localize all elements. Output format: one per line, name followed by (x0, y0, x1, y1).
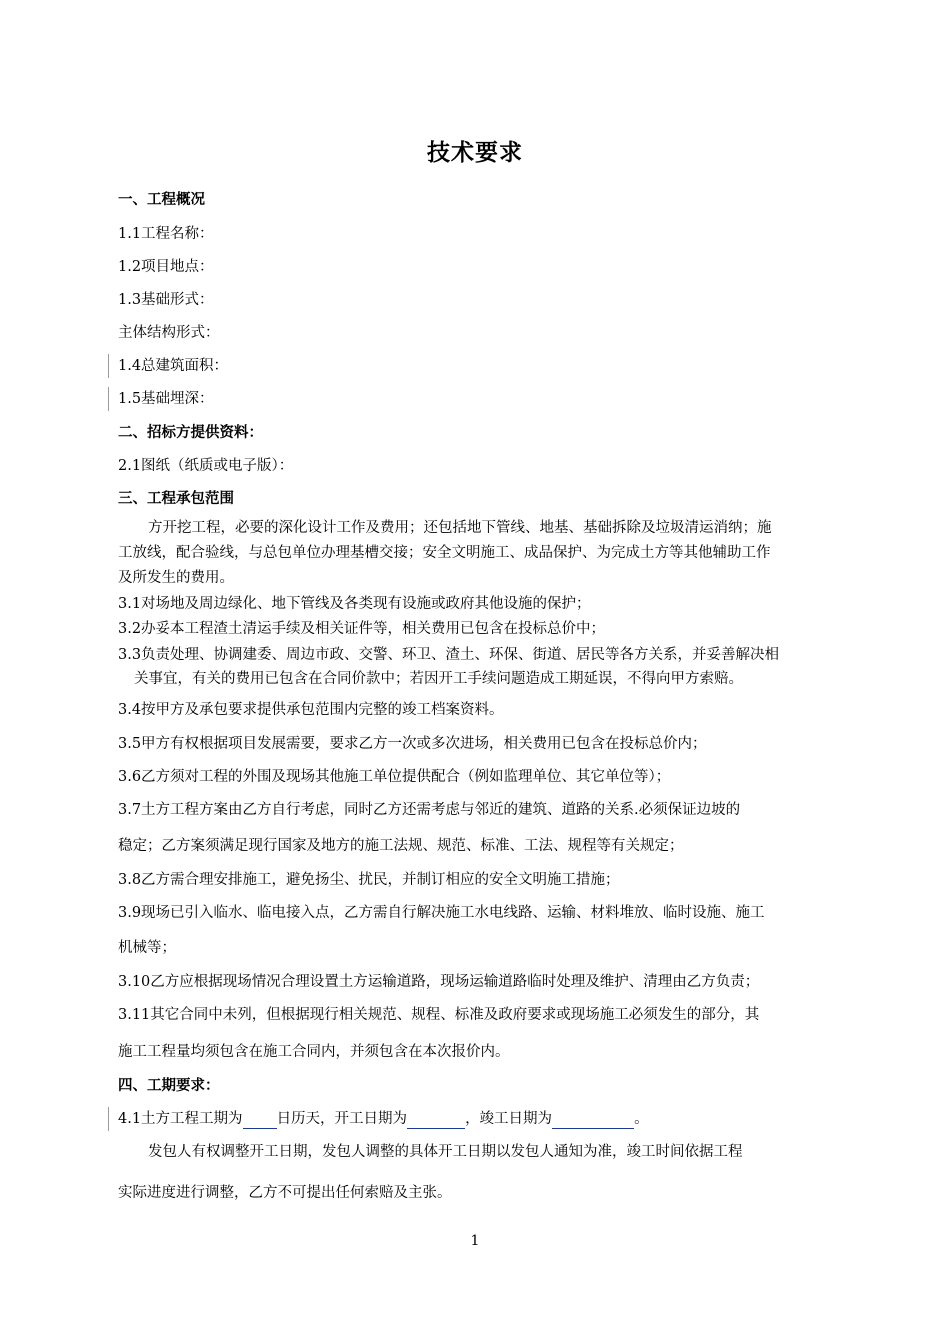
drawings-line: 2.1图纸（纸质或电子版）： (118, 458, 294, 474)
scope-item-3-9-cont: 机械等； (118, 940, 176, 956)
scope-item-3-11: 3.11其它合同中未列，但根据现行相关规范、规程、标准及政府要求或现场施工必须发生的部分，其 (118, 1007, 760, 1023)
scope-item-3-10: 3.10乙方应根据现场情况合理设置土方运输道路，现场运输道路临时处理及维护、清理由乙方负责； (118, 974, 760, 990)
scope-item-3-7-cont: 稳定；乙方案须满足现行国家及地方的施工法规、规范、标准、工法、规程等有关规定； (118, 838, 684, 854)
section-heading-scope: 三、工程承包范围 (118, 491, 234, 507)
scope-item-3-1: 3.1对场地及周边绿化、地下管线及各类现有设施或政府其他设施的保护； (118, 596, 591, 612)
scope-item-3-6: 3.6乙方须对工程的外围及现场其他施工单位提供配合（例如监理单位、其它单位等）； (118, 769, 671, 785)
page-number: 1 (470, 1233, 480, 1249)
total-area-line: 1.4总建筑面积： (118, 358, 229, 374)
section-heading-schedule: 四、工期要求： (118, 1078, 220, 1094)
section-heading-overview: 一、工程概况 (118, 192, 205, 208)
scope-paragraph-line: 方开挖工程，必要的深化设计工作及费用；还包括地下管线、地基、基础拆除及垃圾清运消纳；施 (148, 520, 772, 536)
scope-paragraph-line: 工放线，配合验线，与总包单位办理基槽交接；安全文明施工、成品保护、为完成土方等其他辅助工作 (118, 545, 771, 561)
page-title: 技术要求 (427, 140, 523, 166)
foundation-depth-line: 1.5基础埋深： (118, 391, 214, 407)
section-heading-materials: 二、招标方提供资料： (118, 425, 263, 441)
scope-item-3-7: 3.7土方工程方案由乙方自行考虑，同时乙方还需考虑与邻近的建筑、道路的关系.必须保证边坡的 (118, 802, 741, 818)
change-marker (108, 387, 109, 411)
structure-type-line: 主体结构形式： (118, 325, 220, 341)
change-marker (108, 1107, 109, 1131)
schedule-paragraph-line: 实际进度进行调整，乙方不可提出任何索赔及主张。 (118, 1185, 452, 1201)
scope-paragraph-line: 及所发生的费用。 (118, 570, 234, 586)
scope-item-3-11-cont: 施工工程量均须包含在施工合同内，并须包含在本次报价内。 (118, 1044, 510, 1060)
schedule-line (118, 1109, 649, 1129)
scope-item-3-8: 3.8乙方需合理安排施工，避免扬尘、扰民，并制订相应的安全文明施工措施； (118, 872, 620, 888)
schedule-text: 。 (634, 1111, 649, 1127)
scope-item-3-2: 3.2办妥本工程渣土清运手续及相关证件等，相关费用已包含在投标总价中； (118, 621, 606, 637)
completion-date-blank[interactable] (552, 1112, 634, 1129)
schedule-paragraph-line: 发包人有权调整开工日期，发包人调整的具体开工日期以发包人通知为准，竣工时间依据工程 (148, 1144, 743, 1160)
scope-item-3-9: 3.9现场已引入临水、临电接入点，乙方需自行解决施工水电线路、运输、材料堆放、临时设施、施工 (118, 905, 765, 921)
project-location-line: 1.2项目地点： (118, 259, 214, 275)
duration-blank[interactable] (243, 1112, 277, 1129)
scope-item-3-3: 3.3负责处理、协调建委、周边市政、交警、环卫、渣土、环保、街道、居民等各方关系，并妥善解决相 (118, 647, 780, 663)
scope-item-3-3-cont: 关事宜，有关的费用已包含在合同价款中；若因开工手续问题造成工期延误，不得向甲方索赔。 (134, 671, 743, 687)
scope-item-3-5: 3.5甲方有权根据项目发展需要，要求乙方一次或多次进场，相关费用已包含在投标总价内； (118, 736, 707, 752)
foundation-type-line: 1.3基础形式： (118, 292, 214, 308)
start-date-blank[interactable] (407, 1112, 465, 1129)
project-name-line: 1.1工程名称： (118, 226, 214, 242)
scope-item-3-4: 3.4按甲方及承包要求提供承包范围内完整的竣工档案资料。 (118, 702, 504, 718)
change-marker (108, 354, 109, 378)
schedule-text: 4.1土方工程工期为 (118, 1111, 243, 1127)
schedule-text: ，竣工日期为 (465, 1111, 553, 1127)
schedule-text: 日历天，开工日期为 (276, 1111, 408, 1127)
